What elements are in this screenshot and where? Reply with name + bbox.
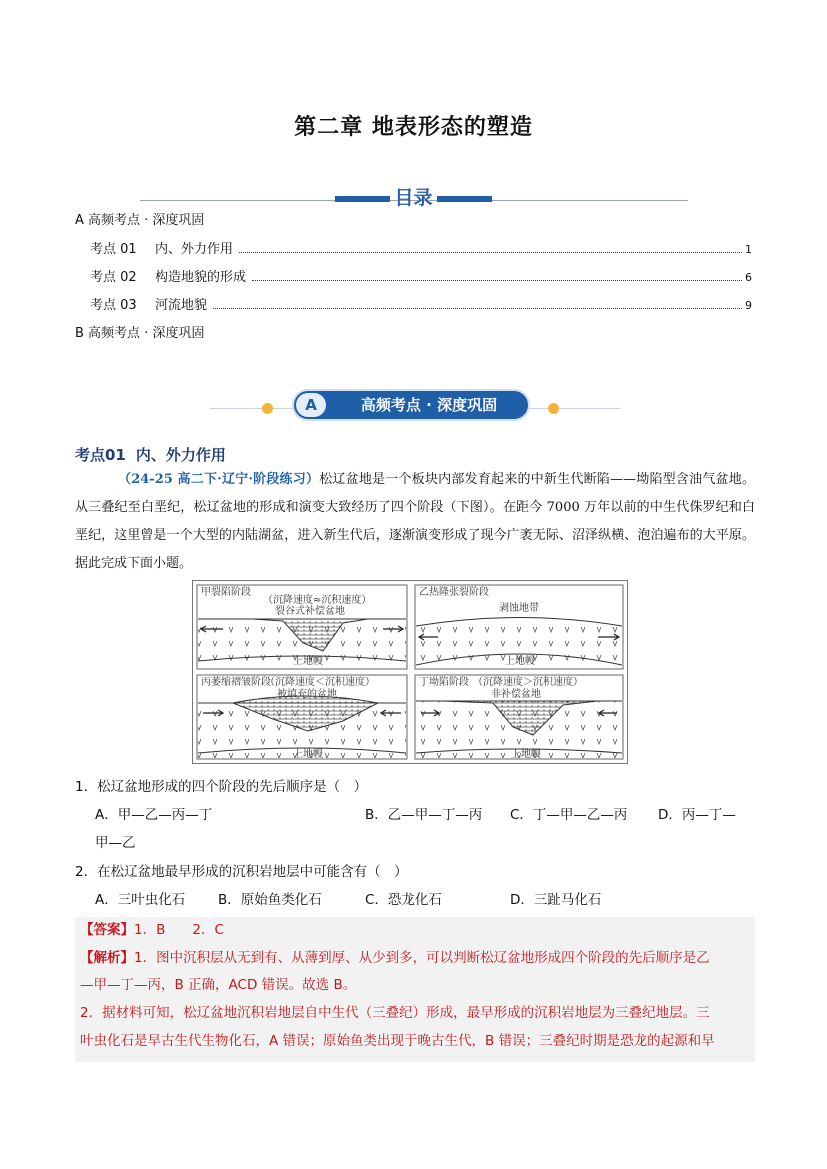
panel-sub: 剥蚀地带 [499, 603, 539, 614]
question-2-stem: 2．在松辽盆地最早形成的沉积岩地层中可能含有（ ） [75, 864, 408, 880]
banner-dot-left [262, 403, 273, 414]
answer-text: 1．B 2．C [134, 922, 224, 938]
q2-option-a[interactable]: A．三叶虫化石 [95, 892, 186, 908]
analysis-line-2: —甲—丁—丙，B 正确，ACD 错误。故选 B。 [80, 977, 357, 993]
panel-sub: 非补偿盆地 [491, 689, 541, 700]
toc-bar-right [437, 196, 492, 202]
basin-figure [192, 580, 628, 764]
panel-label: 甲裂陷阶段 [201, 587, 251, 598]
toc-item-code: 考点 03 [90, 298, 137, 313]
question-1-stem: 1．松辽盆地形成的四个阶段的先后顺序是（ ） [75, 779, 368, 795]
analysis-line-3: 2．据材料可知，松辽盆地沉积岩地层自中生代（三叠纪）形成，最早形成的沉积岩地层为三叠纪地层。三 [80, 1005, 710, 1021]
banner-dot-right [548, 403, 559, 414]
toc-section-b[interactable]: B 高频考点 · 深度巩固 [75, 326, 205, 341]
passage-text: 松辽盆地是一个板块内部发育起来的中新生代断陷——坳陷型含油气盆地。从三叠纪至白垩纪，松辽盆地的形成和演变大致经历了四个阶段（下图）。在距今 7000 万年以前的中生代侏罗纪和白垩纪，这里曾是一个大型的内陆湖盆，进入新生代后，逐渐演变形成了现今广袤无际、沼泽纵横、泡泊遍布的大平原。据此完成下面小题。 [75, 472, 755, 571]
panel-mantle: 上地幔 [293, 749, 323, 760]
kaodian-heading [75, 444, 226, 465]
q2-option-b[interactable]: B．原始鱼类化石 [218, 892, 322, 908]
panel-note: （沉降速度≈沉积速度） [263, 595, 372, 606]
toc-item[interactable] [90, 269, 752, 287]
panel-sub: 裂谷式补偿盆地 [275, 606, 345, 617]
toc-item-label: 构造地貌的形成 [155, 270, 247, 285]
passage-source: （24-25 高二下·辽宁·阶段练习） [118, 472, 320, 487]
toc-item-page: 1 [745, 243, 752, 256]
basin-diagram [193, 581, 627, 763]
panel-note: （沉降速度＞沉积速度） [473, 677, 583, 688]
toc-item-code: 考点 02 [90, 270, 137, 285]
toc-item[interactable] [90, 241, 752, 259]
toc-item-label: 内、外力作用 [155, 242, 234, 257]
passage [75, 466, 755, 578]
panel-label: 丁坳陷阶段 [419, 677, 469, 688]
panel-mantle: 上地幔 [511, 749, 541, 760]
analysis-label: 【解析】 [80, 950, 134, 966]
kaodian-code: 考点01 [75, 446, 126, 464]
q1-option-a[interactable]: A．甲—乙—丙—丁 [95, 807, 213, 823]
toc-leader [213, 308, 742, 309]
analysis-line-4: 叶虫化石是早古生代生物化石，A 错误；原始鱼类出现于晚古生代，B 错误；三叠纪时期是恐龙的起源和早 [80, 1033, 715, 1049]
q1-option-b[interactable]: B．乙—甲—丁—丙 [365, 807, 483, 823]
q1-option-c[interactable]: C．丁—甲—乙—丙 [510, 807, 628, 823]
toc-item-code: 考点 01 [90, 242, 137, 257]
toc-item-page: 6 [745, 271, 752, 284]
answer-line [80, 920, 224, 940]
toc-item-page: 9 [745, 299, 752, 312]
toc-leader [252, 280, 742, 281]
panel-label: 乙热隆张裂阶段 [419, 587, 489, 598]
toc-item[interactable] [90, 297, 752, 315]
toc-item-label: 河流地貌 [155, 298, 208, 313]
toc-bar-left [335, 196, 390, 202]
analysis-line-1 [80, 948, 710, 968]
panel-mantle: 上地幔 [505, 656, 535, 667]
panel-note: （沉降速度＜沉积速度） [265, 677, 375, 688]
toc-heading: 目录 [394, 187, 433, 209]
answer-label: 【答案】 [80, 922, 134, 938]
q1-option-d[interactable]: D．丙—丁— [658, 807, 736, 823]
panel-mantle: 上地幔 [293, 656, 323, 667]
toc-leader [239, 252, 742, 253]
q2-option-d[interactable]: D．三趾马化石 [510, 892, 602, 908]
analysis-text-1: 1．图中沉积层从无到有、从薄到厚、从少到多，可以判断松辽盆地形成四个阶段的先后顺序是乙 [134, 950, 710, 966]
q1-option-d-wrap: 甲—乙 [95, 835, 136, 851]
q2-option-c[interactable]: C．恐龙化石 [365, 892, 442, 908]
banner-letter: A [296, 393, 326, 417]
toc-section-a[interactable]: A 高频考点 · 深度巩固 [75, 213, 205, 228]
banner-text: 高频考点 · 深度巩固 [360, 396, 498, 414]
page-title: 第二章 地表形态的塑造 [294, 115, 533, 140]
panel-label: 丙萎缩褶皱阶段 [201, 677, 271, 688]
kaodian-title: 内、外力作用 [135, 446, 226, 464]
panel-sub: 被填充的盆地 [277, 689, 337, 700]
